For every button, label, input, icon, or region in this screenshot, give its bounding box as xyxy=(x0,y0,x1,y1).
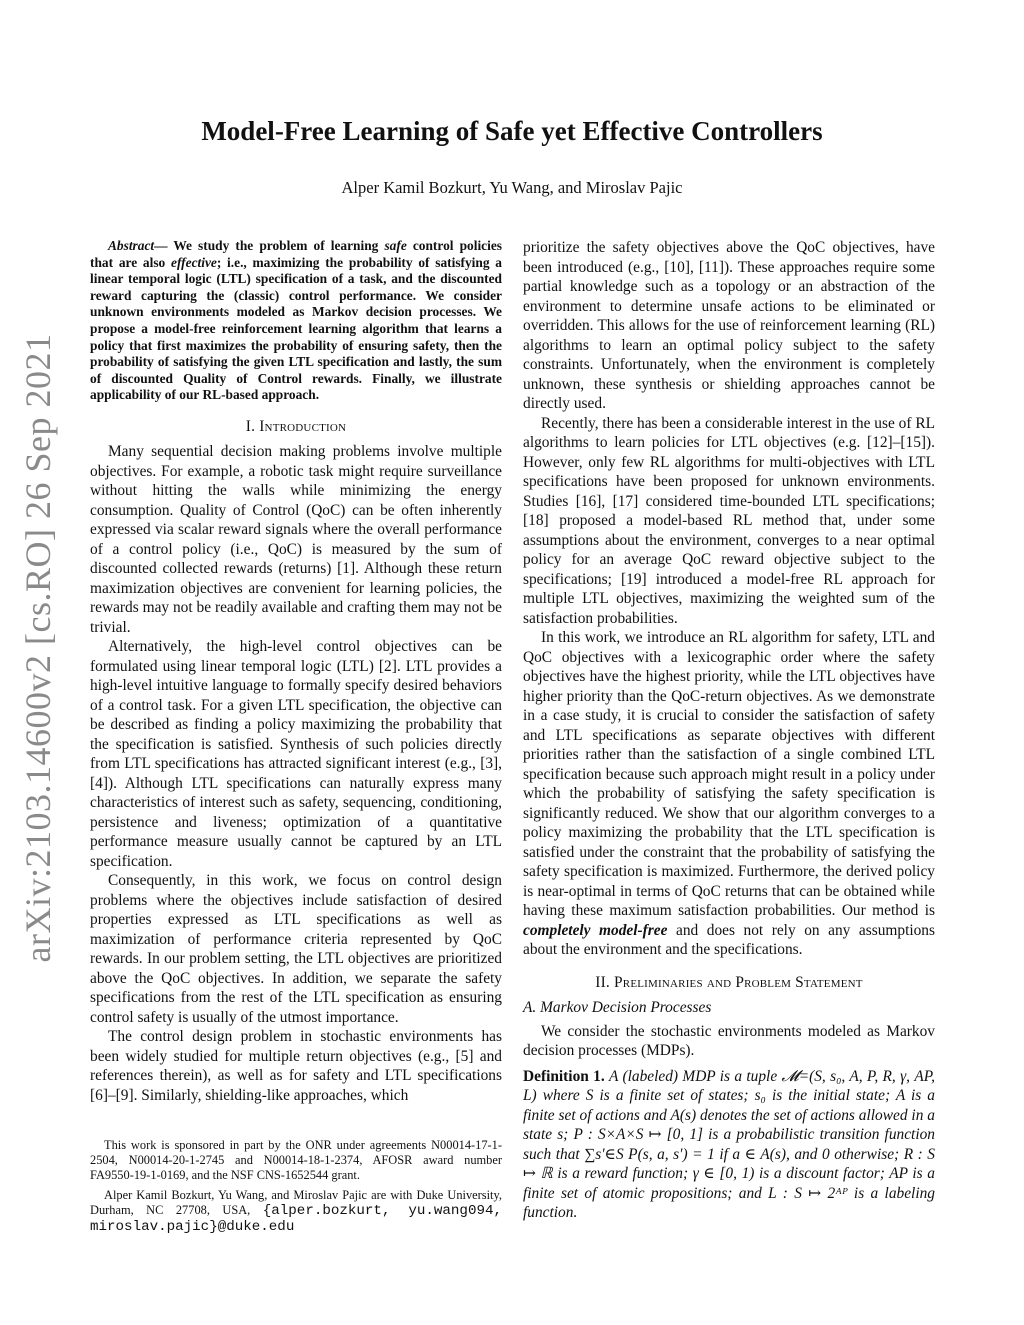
section-heading-introduction xyxy=(90,417,502,437)
abstract-effective: effective xyxy=(171,254,217,270)
abstract-text-2: control policies that are also xyxy=(90,238,502,270)
section-number: I. xyxy=(245,417,260,435)
abstract xyxy=(90,238,502,404)
intro-paragraph: Consequently, in this work, we focus on control design problems where the objectives include satisfaction of desired properties expressed as LTL specifications as well as maximization of performance criteria represented by QoC rewards. In our problem setting, the LTL objectives are prioritized above the QoC objectives. In addition, we separate the safety specifications from the rest of the LTL specification as ensuring control safety is usually of the utmost importance. xyxy=(90,872,502,1026)
contribution-text: In this work, we introduce an RL algorithm for safety, LTL and QoC objectives with a lexicographic order where the safety objectives have the highest priority, while the LTL objectives have higher priority than the QoC-return objectives. As we demonstrate in a case study, it is crucial to consider the satisfaction of safety and LTL specifications as separate objectives with different priorities rather than the satisfaction of a single combined LTL specification because such approach might result in a policy under which the probability of satisfying the safety specification is significantly reduced. We show that our algorithm converges to a policy maximizing the probability that the LTL specification is satisfied under the constraint that the probability of satisfying the safety specification is maximized. Furthermore, the derived policy is near-optimal in terms of QoC returns that can be obtained while having these maximum satisfaction probabilities. Our method is xyxy=(523,629,935,919)
abstract-dash: — xyxy=(154,238,174,253)
abstract-text-1: We study the problem of learning xyxy=(173,238,385,253)
footnote-affiliation-text: Alper Kamil Bozkurt, Yu Wang, and Miroslav Pajic are with Duke University, Durham, NC 27708, USA, xyxy=(90,1187,502,1217)
definition-text: A (labeled) MDP is a tuple 𝓜=(S, s₀, A, P, R, γ, AP, L) where S is a finite set of states; s₀ is the initial state; A is a finite set of actions and A(s) denotes the set of actions allowed in a state s; P : S×A×S ↦ [0, 1] is a probabilistic transition function such that ∑s′∈S P(s, a, s′) = 1 if a ∈ A(s), and 0 otherwise; R : S ↦ ℝ is a reward function; γ ∈ [0, 1) is a discount factor; AP is a finite set of atomic propositions; and L : S ↦ 2ᴬᴾ is a labeling function. xyxy=(523,1067,935,1221)
section-number: II. xyxy=(595,973,615,991)
arxiv-identifier xyxy=(16,333,60,963)
abstract-safe: safe xyxy=(384,238,407,253)
abstract-label: Abstract xyxy=(108,238,155,253)
contribution-text-end: and does not rely on any assumptions about the environment and the specifications. xyxy=(523,921,935,958)
body-paragraph: We consider the stochastic environments modeled as Markov decision processes (MDPs). xyxy=(523,1022,935,1059)
footnotes xyxy=(90,1138,502,1239)
section-title: Introduction xyxy=(259,417,347,435)
body-paragraph xyxy=(523,628,935,960)
footnote-funding: This work is sponsored in part by the ONR under agreements N00014-17-1-2504, N00014-20-1-2745 and N00014-18-1-2374, AFOSR award number FA9550-19-1-0169, and the NSF CNS-1652544 grant. xyxy=(90,1138,502,1183)
intro-paragraph: Many sequential decision making problems involve multiple objectives. For example, a robotic task might require surveillance without hitting the walls while minimizing the energy consumption. Quality of Control (QoC) can be often inherently expressed via scalar reward signals where the overall performance of a control policy (i.e., QoC) is measured by the sum of discounted collected rewards (returns) [1]. Although these return maximization objectives are convenient for learning policies, the rewards may not be readily available and crafting them may not be trivial. xyxy=(90,443,502,636)
arxiv-identifier-text: arXiv:2103.14600v2 [cs.RO] 26 Sep 2021 xyxy=(18,333,58,963)
right-column xyxy=(523,238,935,1223)
abstract-text-3: ; i.e., maximizing the probability of satisfying a linear temporal logic (LTL) specification of a task, and the discounted reward capturing the (classic) control performance. We consider unknown environments modeled as Markov decision processes. We propose a model-free reinforcement learning algorithm that learns a policy that first maximizes the probability of ensuring safety, then the probability of satisfying the given LTL specification and lastly, the sum of discounted Quality of Control rewards. Finally, we illustrate applicability of our RL-based approach. xyxy=(90,254,502,403)
section-heading-preliminaries xyxy=(523,973,935,993)
definition xyxy=(523,1067,935,1223)
section-title: Preliminaries and Problem Statement xyxy=(614,973,863,991)
paper-title: Model-Free Learning of Safe yet Effective Controllers xyxy=(201,116,823,146)
intro-paragraph: The control design problem in stochastic environments has been widely studied for multiple return objectives (e.g., [5] and references therein), as well as for safety and LTL specifications [6]–[9]. Similarly, shielding-like approaches, which xyxy=(90,1028,502,1104)
subsection-heading: A. Markov Decision Processes xyxy=(523,999,712,1016)
body-paragraph: prioritize the safety objectives above the QoC objectives, have been introduced (e.g., [10], [11]). These approaches require some partial knowledge such as a topology or an abstraction of the environment to determine unsafe actions to be eliminated or overridden. This allows for the use of reinforcement learning (RL) algorithms to learn an optimal policy subject to the safety constraints. Unfortunately, when the environment is completely unknown, these synthesis or shielding approaches cannot be directly used. xyxy=(523,239,935,412)
author-list: Alper Kamil Bozkurt, Yu Wang, and Miroslav Pajic xyxy=(341,178,683,197)
body-paragraph: Recently, there has been a considerable interest in the use of RL algorithms to learn policies for LTL objectives (e.g. [12]–[15]). However, only few RL algorithms for multi-objectives with LTL specifications have been proposed for unknown environments. Studies [16], [17] considered time-bounded LTL specifications; [18] proposed a model-based RL method that, under some assumptions about the environment, converges to a near optimal policy for an average QoC reward objective subject to the specifications; [19] introduced a model-free RL approach for multiple LTL objectives, maximizing the weighted sum of the satisfaction probabilities. xyxy=(523,414,935,627)
footnote-affiliation xyxy=(90,1188,502,1236)
author-emails: {alper.bozkurt, yu.wang094, miroslav.pajic}@duke.edu xyxy=(90,1202,502,1236)
left-column xyxy=(90,238,502,1105)
intro-paragraph: Alternatively, the high-level control objectives can be formulated using linear temporal logic (LTL) [2]. LTL provides a high-level intuitive language to formally specify desired behaviors of a control task. For a given LTL specification, the objective can be described as finding a policy maximizing the probability that the specification is satisfied. Synthesis of such policies directly from LTL specifications has attracted significant interest (e.g., [3], [4]). Although LTL specifications can naturally express many characteristics of interest such as safety, sequencing, conditioning, persistence and liveness; optimization of a quantitative performance measure usually cannot be captured by an LTL specification. xyxy=(90,638,502,870)
definition-label: Definition 1. xyxy=(523,1067,605,1085)
model-free-emphasis: completely model-free xyxy=(523,921,668,939)
